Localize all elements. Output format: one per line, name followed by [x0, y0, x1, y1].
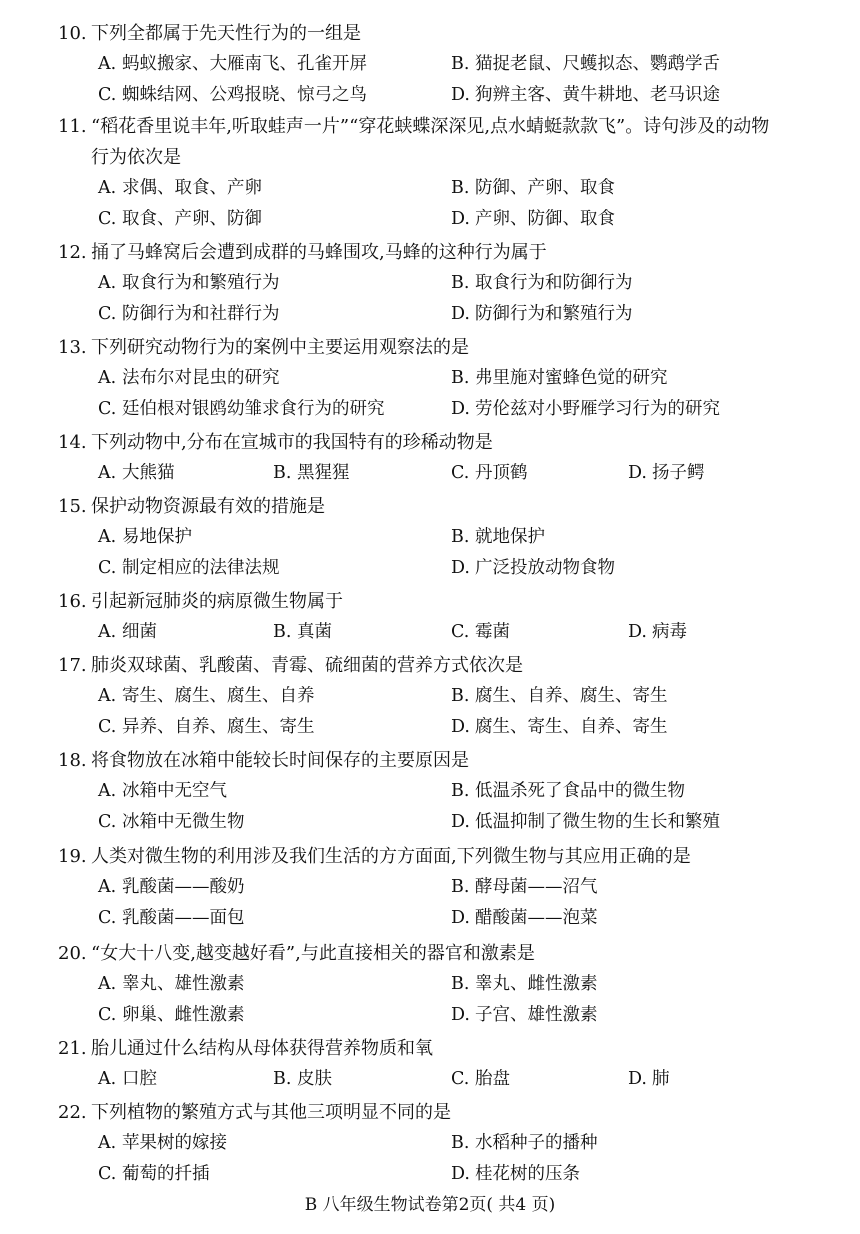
- question-stem: 下列研究动物行为的案例中主要运用观察法的是: [91, 337, 469, 358]
- option-b: B. 就地保护: [451, 527, 545, 547]
- question-stem: 胎儿通过什么结构从母体获得营养物质和氧: [91, 1038, 433, 1059]
- question-stem: “女大十八变,越变越好看”,与此直接相关的器官和激素是: [91, 943, 535, 964]
- option-d: D. 腐生、寄生、自养、寄生: [451, 717, 668, 737]
- option-a: A. 蚂蚁搬家、大雁南飞、孔雀开屏: [98, 54, 367, 74]
- question-number: 15.: [58, 496, 87, 517]
- question-14: [0, 427, 860, 489]
- question-number: 22.: [58, 1102, 87, 1123]
- question-stem: 人类对微生物的利用涉及我们生活的方方面面,下列微生物与其应用正确的是: [91, 846, 691, 867]
- option-c: C. 胎盘: [451, 1069, 510, 1089]
- option-a: A. 冰箱中无空气: [98, 781, 227, 801]
- option-b: B. 腐生、自养、腐生、寄生: [451, 686, 668, 706]
- question-stem: “稻花香里说丰年,听取蛙声一片”“穿花蛱蝶深深见,点水蜻蜓款款飞”。诗句涉及的动物: [91, 116, 770, 137]
- option-a: A. 法布尔对昆虫的研究: [98, 368, 280, 388]
- option-c: C. 葡萄的扦插: [98, 1164, 210, 1184]
- option-a: A. 取食行为和繁殖行为: [98, 273, 280, 293]
- question-stem: 下列动物中,分布在宣城市的我国特有的珍稀动物是: [91, 432, 493, 453]
- option-b: B. 酵母菌——沼气: [451, 877, 598, 897]
- option-c: C. 霉菌: [451, 622, 510, 642]
- option-c: C. 廷伯根对银鸥幼雏求食行为的研究: [98, 399, 385, 419]
- question-number: 14.: [58, 432, 87, 453]
- question-number: 19.: [58, 846, 87, 867]
- option-b: B. 睾丸、雌性激素: [451, 974, 598, 994]
- question-22: [0, 1097, 860, 1190]
- question-19: [0, 841, 860, 934]
- question-stem: 将食物放在冰箱中能较长时间保存的主要原因是: [91, 750, 469, 771]
- option-a: A. 求偶、取食、产卵: [98, 178, 262, 198]
- option-a: A. 乳酸菌——酸奶: [98, 877, 245, 897]
- option-a: A. 苹果树的嫁接: [98, 1133, 227, 1153]
- question-20: [0, 938, 860, 1031]
- question-number: 12.: [58, 242, 87, 263]
- option-b: B. 取食行为和防御行为: [451, 273, 633, 293]
- option-c: C. 丹顶鹤: [451, 463, 528, 483]
- question-stem-continued: 行为依次是: [91, 147, 181, 168]
- question-stem: 肺炎双球菌、乳酸菌、青霉、硫细菌的营养方式依次是: [91, 655, 523, 676]
- option-d: D. 肺: [628, 1069, 670, 1089]
- question-17: [0, 650, 860, 743]
- option-d: D. 醋酸菌——泡菜: [451, 908, 598, 928]
- question-number: 16.: [58, 591, 87, 612]
- option-c: C. 乳酸菌——面包: [98, 908, 245, 928]
- option-c: C. 防御行为和社群行为: [98, 304, 280, 324]
- question-21: [0, 1033, 860, 1095]
- option-c: C. 卵巢、雌性激素: [98, 1005, 245, 1025]
- question-stem: 捅了马蜂窝后会遭到成群的马蜂围攻,马蜂的这种行为属于: [91, 242, 547, 263]
- question-11: [0, 111, 860, 235]
- question-stem: 引起新冠肺炎的病原微生物属于: [91, 591, 343, 612]
- question-10: [0, 18, 860, 111]
- option-d: D. 广泛投放动物食物: [451, 558, 615, 578]
- option-c: C. 蜘蛛结网、公鸡报晓、惊弓之鸟: [98, 85, 367, 105]
- option-d: D. 防御行为和繁殖行为: [451, 304, 633, 324]
- option-c: C. 制定相应的法律法规: [98, 558, 280, 578]
- question-16: [0, 586, 860, 648]
- option-d: D. 桂花树的压条: [451, 1164, 580, 1184]
- option-c: C. 异养、自养、腐生、寄生: [98, 717, 315, 737]
- question-15: [0, 491, 860, 584]
- option-c: C. 取食、产卵、防御: [98, 209, 262, 229]
- question-12: [0, 237, 860, 330]
- option-b: B. 黑猩猩: [273, 463, 350, 483]
- question-stem: 保护动物资源最有效的措施是: [91, 496, 325, 517]
- question-number: 20.: [58, 943, 87, 964]
- option-d: D. 低温抑制了微生物的生长和繁殖: [451, 812, 720, 832]
- option-a: A. 细菌: [98, 622, 157, 642]
- question-number: 13.: [58, 337, 87, 358]
- question-number: 17.: [58, 655, 87, 676]
- option-b: B. 弗里施对蜜蜂色觉的研究: [451, 368, 668, 388]
- option-b: B. 猫捉老鼠、尺蠖拟态、鹦鹉学舌: [451, 54, 720, 74]
- question-number: 18.: [58, 750, 87, 771]
- option-d: D. 扬子鳄: [628, 463, 705, 483]
- option-a: A. 睾丸、雄性激素: [98, 974, 245, 994]
- question-number: 10.: [58, 23, 87, 44]
- question-stem: 下列全都属于先天性行为的一组是: [91, 23, 361, 44]
- question-13: [0, 332, 860, 425]
- option-d: D. 劳伦兹对小野雁学习行为的研究: [451, 399, 720, 419]
- question-number: 11.: [58, 116, 87, 137]
- option-c: C. 冰箱中无微生物: [98, 812, 245, 832]
- option-a: A. 寄生、腐生、腐生、自养: [98, 686, 315, 706]
- question-number: 21.: [58, 1038, 87, 1059]
- question-stem: 下列植物的繁殖方式与其他三项明显不同的是: [91, 1102, 451, 1123]
- option-b: B. 水稻种子的播种: [451, 1133, 598, 1153]
- option-d: D. 子宫、雄性激素: [451, 1005, 598, 1025]
- option-d: D. 病毒: [628, 622, 687, 642]
- page-footer: B 八年级生物试卷第2页( 共4 页): [304, 1195, 556, 1215]
- option-b: B. 皮肤: [273, 1069, 332, 1089]
- option-a: A. 口腔: [98, 1069, 157, 1089]
- option-b: B. 真菌: [273, 622, 332, 642]
- option-d: D. 产卵、防御、取食: [451, 209, 615, 229]
- question-18: [0, 745, 860, 838]
- option-d: D. 狗辨主客、黄牛耕地、老马识途: [451, 85, 720, 105]
- option-a: A. 大熊猫: [98, 463, 175, 483]
- option-a: A. 易地保护: [98, 527, 192, 547]
- option-b: B. 防御、产卵、取食: [451, 178, 615, 198]
- option-b: B. 低温杀死了食品中的微生物: [451, 781, 685, 801]
